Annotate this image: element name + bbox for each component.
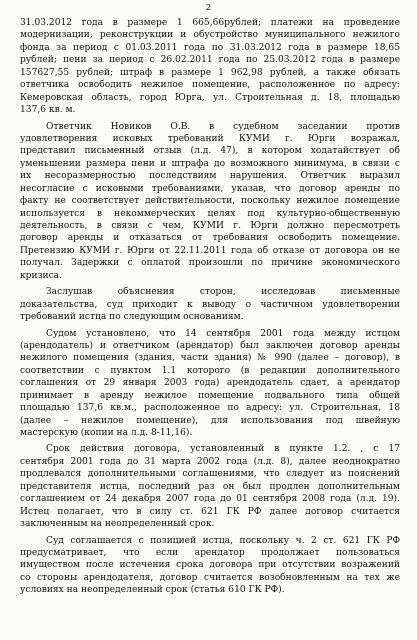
text-line: Суд соглашается с позицией истца, поскольку ч. 2 ст. 621 ГК РФ bbox=[46, 535, 400, 546]
text-line: соглашения от 29 января 2003 года) арендодатель сдает, а арендатор bbox=[20, 378, 400, 389]
paragraph bbox=[20, 328, 400, 440]
text-line: доказательства, суд приходит к выводу о частичном удовлетворении bbox=[20, 299, 400, 310]
text-line: Истец полагает, что в силу ст. 621 ГК РФ далее договор считается bbox=[20, 506, 400, 517]
text-line: Ответчик Новиков О.В. в судебном заседании против bbox=[46, 121, 400, 132]
text-line: заключенным на неопределенный срок. bbox=[20, 519, 215, 530]
text-line: получал. Задержки с оплатой произошли по причине экономического bbox=[20, 258, 400, 269]
text-line: несогласие с исковыми требованиями, указав, что договор аренды по bbox=[20, 183, 400, 194]
paragraph bbox=[20, 17, 400, 117]
text-line: используется в некоммерческих целях под культурно-общественную bbox=[20, 208, 400, 219]
text-line: представителя истца, последний раз он был продлен дополнительным bbox=[20, 481, 400, 492]
text-line: Кемеровская область, город Юрга, ул. Строительная д. 18, площадью bbox=[20, 92, 400, 103]
text-line: их несоразмерностью последствиям нарушения. Ответчик выразил bbox=[20, 171, 400, 182]
text-line: договор аренды и отказаться от требования освободить помещение. bbox=[20, 233, 400, 244]
text-line: Судом установлено, что 14 сентября 2001 года между истцом bbox=[46, 328, 400, 339]
paragraph bbox=[20, 286, 400, 323]
text-line: Претензию КУМИ г. Юрги от 22.11.2011 года об отказе от договора он не bbox=[20, 245, 400, 256]
text-line: уменьшении размера пени и штрафа до возможного минимума, в связи с bbox=[20, 158, 400, 169]
text-line: (далее – нежилое помещение), для использования под швейную bbox=[20, 415, 400, 426]
text-line: площадью 137,6 кв.м., расположенное по адресу: ул. Строительная, 18 bbox=[20, 403, 400, 414]
text-line: предусматривает, что если арендатор продолжает пользоваться bbox=[20, 547, 400, 558]
paragraph bbox=[20, 443, 400, 530]
text-line: соглашением от 24 декабря 2007 года до 01 сентября 2008 года (л.д. 19). bbox=[20, 494, 400, 505]
paragraph bbox=[20, 121, 400, 283]
text-line: принимает в аренду нежилое помещение подвального типа общей bbox=[20, 390, 400, 401]
text-line: 157627,55 рублей; штраф в размере 1 962,98 рублей, а также обязать bbox=[20, 67, 400, 78]
text-line: рублей; пени за период с 26.02.2011 года по 25.03.2012 года в размере bbox=[20, 55, 400, 66]
page-number: 2 bbox=[205, 3, 212, 13]
text-line: кризиса. bbox=[20, 270, 62, 281]
text-line: имуществом после истечения срока договора при отсутствии возражений bbox=[20, 560, 400, 571]
text-line: ответчика освободить нежилое помещение, расположенное по адресу: bbox=[20, 80, 400, 91]
text-line: деятельность, в связи с чем, КУМИ г. Юрги должно пересмотреть bbox=[20, 221, 400, 231]
text-line: удовлетворения исковых требований КУМИ г. Юрги возражал, bbox=[20, 133, 400, 144]
text-line: продлевался дополнительными соглашениями, что следует из пояснений bbox=[20, 469, 400, 480]
text-line: сентября 2001 года до 31 марта 2002 года (л.д. 8), далее неоднократно bbox=[20, 456, 400, 467]
text-line: (арендодатель) и ответчиком (арендатор) был заключен договор аренды bbox=[20, 340, 400, 351]
text-line: Срок действия договора, установленный в пункте 1.2. , с 17 bbox=[46, 444, 400, 455]
text-line: Заслушав объяснения сторон, исследовав письменные bbox=[46, 287, 400, 298]
text-line: мастерскую (копии на л.д. 8-11,16). bbox=[20, 428, 193, 438]
text-line: соответствии с пунктом 1.1 которого (в редакции дополнительного bbox=[20, 365, 400, 376]
text-line: 31.03.2012 года в размере 1 665,66рублей; платежи на проведение bbox=[20, 18, 400, 28]
text-line: фонда за период с 01.03.2011 года по 31.03.2012 года в размере 18,65 bbox=[20, 42, 400, 53]
text-line: 137,6 кв. м. bbox=[20, 105, 76, 116]
text-line: условиях на неопределенный срок (статья 610 ГК РФ). bbox=[20, 585, 285, 596]
text-line: модернизации, реконструкции и обустройство муниципального нежилого bbox=[20, 30, 400, 41]
text-line: нежилого помещения (здания, части здания) № 990 (далее – договор), в bbox=[20, 353, 400, 364]
text-line: требований истца по следующим основаниям. bbox=[20, 312, 244, 323]
text-line: со стороны арендодателя, договор считается возобновленным на тех же bbox=[20, 572, 400, 583]
text-line: представил письменный отзыв (л.д. 47), в котором ходатайствует об bbox=[20, 146, 400, 157]
paragraph bbox=[20, 535, 400, 597]
document-body bbox=[20, 17, 400, 597]
text-line: факту не соответствует действительности, поскольку нежилое помещение bbox=[20, 196, 400, 207]
